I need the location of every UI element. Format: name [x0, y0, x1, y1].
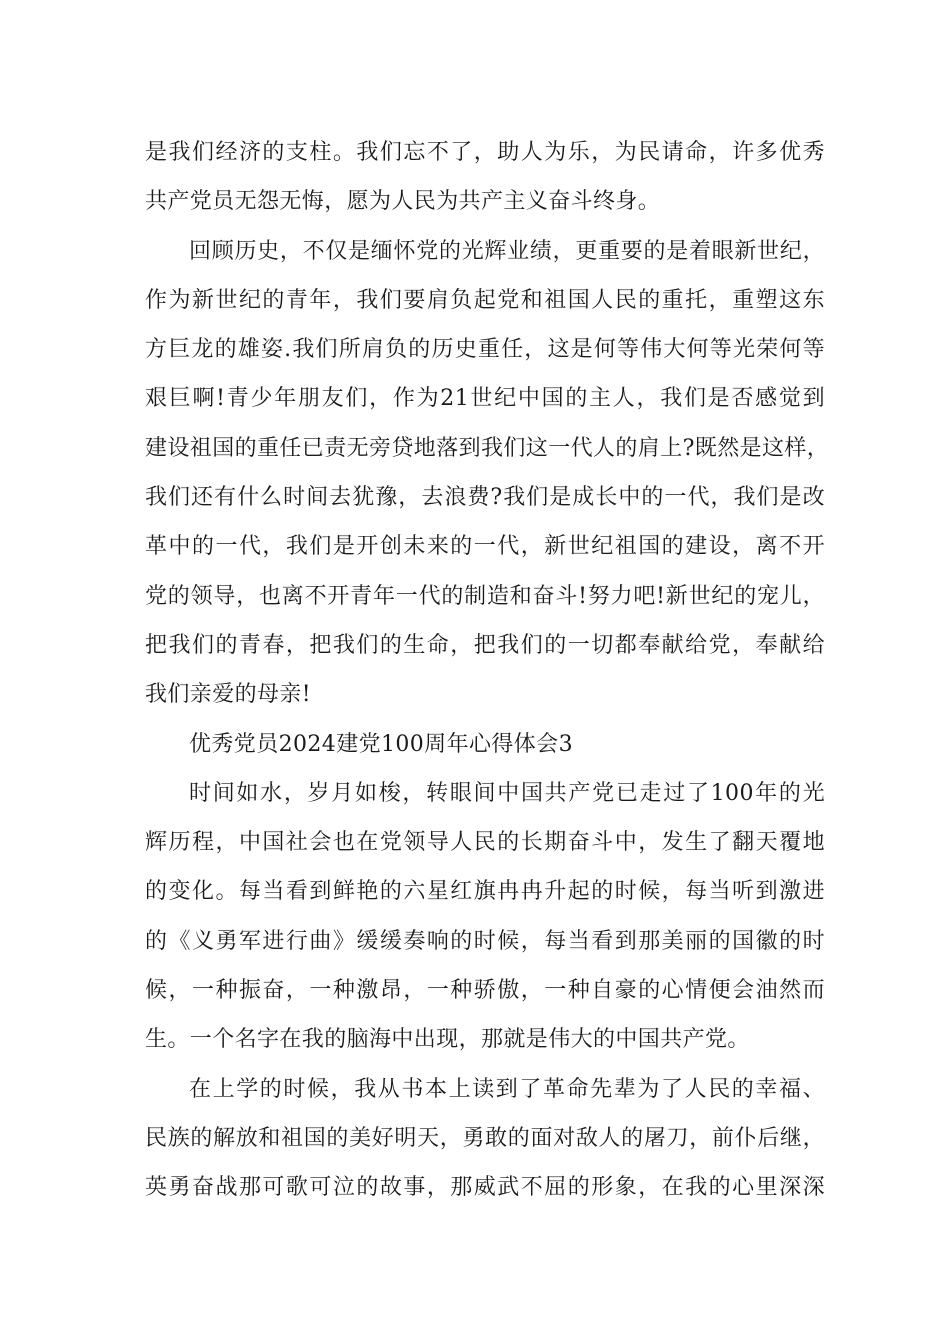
paragraph: [145, 128, 825, 227]
text-line: 党的领导，也离不开青年一代的制造和奋斗!努力吧!新世纪的宠儿，: [145, 583, 825, 609]
text-line: 候，一种振奋，一种激昂，一种骄傲，一种自豪的心情便会油然而: [145, 978, 825, 1004]
text-line: 共产党员无怨无悔，愿为人民为共产主义奋斗终身。: [145, 189, 661, 215]
text-line: 民族的解放和祖国的美好明天，勇敢的面对敌人的屠刀，前仆后继，: [145, 1125, 825, 1151]
paragraph: [145, 1065, 825, 1213]
text-line: 作为新世纪的青年，我们要肩负起党和祖国人民的重托，重塑这东: [145, 287, 825, 313]
text-line: 辉历程，中国社会也在党领导人民的长期奋斗中，发生了翻天覆地: [145, 830, 825, 856]
text-line: 革中的一代，我们是开创未来的一代，新世纪祖国的建设，离不开: [145, 534, 825, 560]
text-line: 是我们经济的支柱。我们忘不了，助人为乐，为民请命，许多优秀: [145, 140, 825, 165]
text-line: 方巨龙的雄姿.我们所肩负的历史重任，这是何等伟大何等光荣何等: [145, 337, 825, 363]
text-line: 建设祖国的重任已责无旁贷地落到我们这一代人的肩上?既然是这样，: [145, 435, 830, 461]
text-line: 艰巨啊!青少年朋友们，作为21世纪中国的主人，我们是否感觉到: [145, 386, 825, 412]
text-line: 的变化。每当看到鲜艳的六星红旗冉冉升起的时候，每当听到激进: [145, 879, 825, 905]
text-line: 生。一个名字在我的脑海中出现，那就是伟大的中国共产党。: [145, 1027, 750, 1053]
paragraph: [145, 769, 825, 1065]
text-line: 的《义勇军进行曲》缓缓奏响的时候，每当看到那美丽的国徽的时: [145, 928, 825, 954]
section-heading: 优秀党员2024建党100周年心得体会3: [189, 731, 573, 757]
text-line: 我们还有什么时间去犹豫，去浪费?我们是成长中的一代，我们是改: [145, 485, 825, 511]
text-line: 英勇奋战那可歌可泣的故事，那威武不屈的形象，在我的心里深深: [145, 1175, 825, 1201]
document-body: [145, 128, 830, 1213]
paragraph: [145, 227, 830, 720]
text-line: 在上学的时候，我从书本上读到了革命先辈为了人民的幸福、: [189, 1076, 825, 1102]
text-line: 把我们的青春，把我们的生命，把我们的一切都奉献给党，奉献给: [145, 632, 825, 658]
text-line: 我们亲爱的母亲!: [145, 682, 312, 708]
text-line: 时间如水，岁月如梭，转眼间中国共产党已走过了100年的光: [189, 780, 825, 806]
text-line: 回顾历史，不仅是缅怀党的光辉业绩，更重要的是着眼新世纪，: [189, 238, 825, 264]
